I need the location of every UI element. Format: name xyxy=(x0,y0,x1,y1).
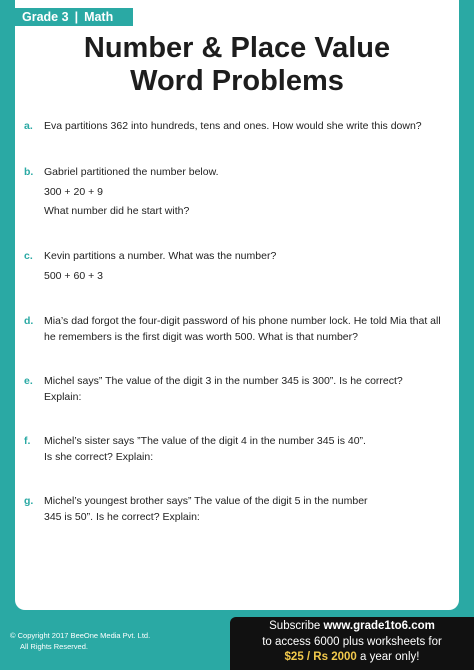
copyright-line: © Copyright 2017 BeeOne Media Pvt. Ltd. xyxy=(10,631,151,640)
problem-line: What number did he start with? xyxy=(44,205,190,217)
problem-letter: g. xyxy=(24,495,34,507)
problem-letter: d. xyxy=(24,315,34,327)
problem-line: 345 is 50”. Is he correct? Explain: xyxy=(44,510,200,523)
problem-text xyxy=(44,374,462,405)
header-separator: | xyxy=(74,10,79,24)
subscribe-line-2: to access 6000 plus worksheets for xyxy=(262,635,442,648)
problem-text xyxy=(44,494,462,525)
problem-line: 300 + 20 + 9 xyxy=(44,185,103,198)
problem-text xyxy=(44,249,462,284)
problem-line: Gabriel partitioned the number below. xyxy=(44,166,219,178)
problem-line: Michel’s sister says ”The value of the digit 4 in the number 345 is 40”. xyxy=(44,435,366,447)
page-title xyxy=(0,32,474,98)
problem-text xyxy=(44,314,462,345)
grade-label: Grade 3 xyxy=(22,10,69,24)
title-line-1: Number & Place Value xyxy=(83,32,391,64)
title-line-2: Word Problems xyxy=(130,65,344,97)
subscribe-line-3 xyxy=(230,650,474,666)
subscribe-prefix: Subscribe xyxy=(269,620,324,632)
subject-label: Math xyxy=(84,10,114,24)
problem-line: Is she correct? Explain: xyxy=(44,450,154,463)
price-label: $25 / Rs 2000 xyxy=(284,651,357,663)
problem-text xyxy=(44,165,462,220)
problem-letter: c. xyxy=(24,250,33,262)
problem-letter: a. xyxy=(24,120,33,132)
price-suffix: a year only! xyxy=(356,651,420,663)
problem-letter: f. xyxy=(24,435,31,447)
problem-text xyxy=(44,434,462,465)
grade-subject-tab xyxy=(7,8,133,26)
problem-line: Mia’s dad forgot the four-digit password of his phone number lock. He told Mia that all xyxy=(44,315,441,327)
copyright-notice xyxy=(10,630,150,652)
rights-line: All Rights Reserved. xyxy=(20,642,88,651)
problem-line: Michel says” The value of the digit 3 in the number 345 is 300”. Is he correct? xyxy=(44,375,403,387)
subscribe-line-1 xyxy=(230,619,474,635)
problem-line: Michel’s youngest brother says” The value of the digit 5 in the number xyxy=(44,495,368,507)
problem-line: Explain: xyxy=(44,390,82,403)
problem-line: Eva partitions 362 into hundreds, tens and ones. How would she write this down? xyxy=(44,120,422,132)
subscribe-url-link[interactable]: www.grade1to6.com xyxy=(323,620,435,632)
problem-line: he remembers is the first digit was worth 500. What is that number? xyxy=(44,330,358,343)
problem-text xyxy=(44,119,462,135)
problem-letter: e. xyxy=(24,375,33,387)
problem-line: Kevin partitions a number. What was the number? xyxy=(44,250,277,262)
problem-line: 500 + 60 + 3 xyxy=(44,269,103,282)
subscribe-banner[interactable] xyxy=(230,617,474,670)
problem-letter: b. xyxy=(24,166,34,178)
